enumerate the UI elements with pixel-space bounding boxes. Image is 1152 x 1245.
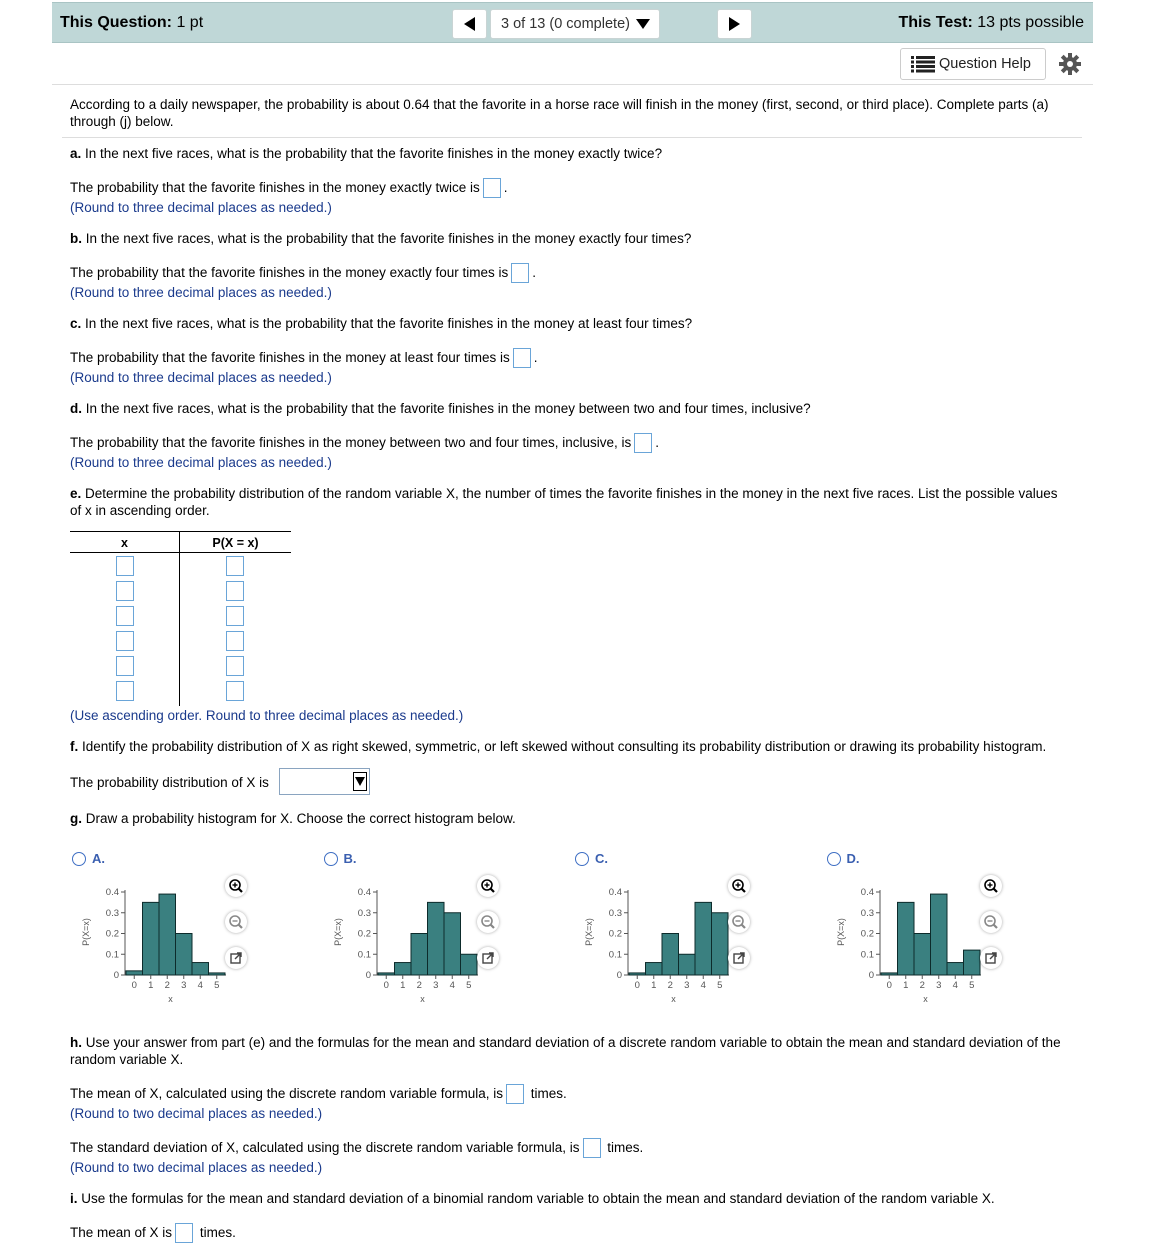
y-tick-label: 0.1 <box>608 949 622 961</box>
zoom-in-icon[interactable] <box>980 875 1002 897</box>
histogram-bar <box>192 963 209 975</box>
y-tick-label: 0.4 <box>105 887 119 898</box>
y-tick-label: 0.4 <box>357 887 371 898</box>
x-tick-label: 2 <box>416 980 422 991</box>
chevron-down-icon <box>355 777 365 786</box>
part-a-hint: (Round to three decimal places as needed.) <box>70 200 332 215</box>
zoom-in-icon[interactable] <box>728 875 750 897</box>
x-value-input[interactable] <box>116 631 134 651</box>
x-tick-label: 1 <box>902 980 908 991</box>
y-tick-label: 0 <box>113 970 119 981</box>
part-a-answer: The probability that the favorite finishes in the money exactly twice is . <box>70 178 507 198</box>
x-tick-label: 0 <box>383 980 389 991</box>
x-tick-label: 2 <box>667 980 673 991</box>
x-tick-label: 4 <box>197 980 203 991</box>
part-i-mean-input[interactable] <box>175 1223 193 1243</box>
x-tick-label: 0 <box>634 980 640 991</box>
part-c-hint: (Round to three decimal places as needed.) <box>70 370 332 385</box>
part-b-answer: The probability that the favorite finishes in the money exactly four times is . <box>70 263 536 283</box>
histogram-bar <box>646 963 663 975</box>
chevron-down-icon <box>636 19 650 29</box>
x-tick-label: 3 <box>935 980 941 991</box>
y-tick-label: 0 <box>868 970 874 981</box>
question-select[interactable]: 3 of 13 (0 complete) <box>490 9 660 39</box>
option-label: D. <box>846 851 860 866</box>
histogram-bar <box>930 894 947 975</box>
dropdown-arrow <box>353 772 367 791</box>
y-tick-label: 0.3 <box>608 907 622 919</box>
histogram-bar <box>411 934 428 976</box>
divider <box>62 137 1082 138</box>
part-c-answer: The probability that the favorite finishes in the money at least four times is . <box>70 348 538 368</box>
option-radio[interactable] <box>324 852 338 866</box>
part-b-input[interactable] <box>511 263 529 283</box>
table-header-x: x <box>121 536 128 550</box>
histogram-bar <box>209 973 226 975</box>
y-tick-label: 0.2 <box>105 928 119 940</box>
y-tick-label: 0.3 <box>105 907 119 919</box>
part-b-question: b. In the next five races, what is the probability that the favorite finishes in the money exactly four times? <box>70 231 692 246</box>
x-axis-label: x <box>671 994 676 1004</box>
part-e-hint: (Use ascending order. Round to three decimal places as needed.) <box>70 708 464 723</box>
triangle-right-icon <box>729 17 740 31</box>
x-value-input[interactable] <box>116 656 134 676</box>
probability-input[interactable] <box>226 581 244 601</box>
x-tick-label: 4 <box>952 980 958 991</box>
x-tick-label: 5 <box>465 980 471 991</box>
histogram-bar <box>629 973 646 975</box>
table-column-rule <box>179 531 180 706</box>
x-tick-label: 2 <box>919 980 925 991</box>
histogram-bar <box>897 902 914 975</box>
open-new-window-icon[interactable] <box>225 947 247 969</box>
histogram-bar <box>427 902 444 975</box>
y-tick-label: 0.1 <box>357 949 371 961</box>
histogram-bar <box>460 954 477 975</box>
list-icon <box>911 55 935 73</box>
y-axis-label: P(X=x) <box>81 918 91 946</box>
x-axis-label: x <box>419 994 425 1004</box>
x-tick-label: 4 <box>700 980 706 991</box>
y-tick-label: 0 <box>616 970 622 981</box>
x-value-input[interactable] <box>116 606 134 626</box>
histogram-bar <box>126 971 143 975</box>
histogram-chart <box>580 880 730 1010</box>
probability-input[interactable] <box>226 656 244 676</box>
histogram-chart <box>832 880 982 1010</box>
histogram-bar <box>881 973 898 975</box>
y-tick-label: 0.4 <box>608 887 622 898</box>
histogram-bar <box>444 913 461 975</box>
histogram-bar <box>695 902 712 975</box>
table-header-p: P(X = x) <box>212 536 259 550</box>
part-h-sd-answer: The standard deviation of X, calculated using the discrete random variable formula, is times. <box>70 1138 643 1158</box>
histogram-chart <box>77 880 227 1010</box>
intro-text: According to a daily newspaper, the probability is about 0.64 that the favorite in a horse race will finish in the money (first, second, or third place). Complete parts (a) through (j) below. <box>70 97 1049 129</box>
part-h-question: h. Use your answer from part (e) and the formulas for the mean and standard deviation of a discrete random variable to obtain the mean and standard deviation of the random variable X. <box>70 1035 1061 1067</box>
next-question-button[interactable] <box>717 9 752 39</box>
test-points: This Test: 13 pts possible <box>898 14 1084 31</box>
open-new-window-icon[interactable] <box>477 947 499 969</box>
x-value-input[interactable] <box>116 681 134 701</box>
option-radio[interactable] <box>827 852 841 866</box>
zoom-out-icon[interactable] <box>477 911 499 933</box>
option-radio[interactable] <box>575 852 589 866</box>
x-tick-label: 2 <box>164 980 170 991</box>
part-f-question: f. Identify the probability distribution of X as right skewed, symmetric, or left skewed without consulting its probability distribution or drawing its probability histogram. <box>70 739 1047 754</box>
histogram-bar <box>963 950 980 975</box>
histogram-chart <box>329 880 479 1010</box>
y-tick-label: 0.2 <box>357 928 371 940</box>
y-tick-label: 0.2 <box>608 928 622 940</box>
x-tick-label: 1 <box>399 980 405 991</box>
y-tick-label: 0.2 <box>860 928 874 940</box>
y-axis-label: P(X=x) <box>835 918 846 946</box>
zoom-out-icon[interactable] <box>225 911 247 933</box>
part-d-hint: (Round to three decimal places as needed.) <box>70 455 332 470</box>
option-label: C. <box>595 851 608 866</box>
x-tick-label: 5 <box>968 980 974 991</box>
zoom-in-icon[interactable] <box>477 875 499 897</box>
x-tick-label: 3 <box>181 980 187 991</box>
y-tick-label: 0.4 <box>860 887 874 898</box>
probability-input[interactable] <box>226 606 244 626</box>
x-tick-label: 1 <box>148 980 154 991</box>
histogram-bar <box>378 973 395 975</box>
x-axis-label: x <box>922 994 928 1004</box>
question-help-button[interactable]: Question Help <box>900 48 1046 80</box>
y-tick-label: 0.3 <box>860 907 874 919</box>
previous-question-button[interactable] <box>452 9 487 39</box>
triangle-left-icon <box>464 17 475 31</box>
part-i-mean-answer: The mean of X is times. <box>70 1223 236 1243</box>
x-tick-label: 5 <box>717 980 723 991</box>
x-tick-label: 0 <box>131 980 137 991</box>
question-points: This Question: 1 pt <box>60 14 204 31</box>
x-tick-label: 3 <box>684 980 690 991</box>
x-value-input[interactable] <box>116 556 134 576</box>
histogram-bar <box>914 934 931 976</box>
part-h-mean-answer: The mean of X, calculated using the discrete random variable formula, is times. <box>70 1084 567 1104</box>
x-tick-label: 1 <box>651 980 657 991</box>
zoom-in-icon[interactable] <box>225 875 247 897</box>
part-c-input[interactable] <box>513 348 531 368</box>
part-h-sd-input[interactable] <box>583 1138 601 1158</box>
open-new-window-icon[interactable] <box>728 947 750 969</box>
part-b-hint: (Round to three decimal places as needed.) <box>70 285 332 300</box>
option-label: B. <box>343 851 357 866</box>
part-h-mean-input[interactable] <box>506 1084 524 1104</box>
part-g-question: g. Draw a probability histogram for X. Choose the correct histogram below. <box>70 811 516 826</box>
y-tick-label: 0 <box>365 970 371 981</box>
y-axis-label: P(X=x) <box>584 918 594 946</box>
question-header-bar <box>52 2 1093 43</box>
y-axis-label: P(X=x) <box>332 918 343 946</box>
x-tick-label: 3 <box>432 980 438 991</box>
y-tick-label: 0.1 <box>105 949 119 961</box>
option-label: A. <box>92 851 105 866</box>
histogram-bar <box>159 894 176 975</box>
part-d-input[interactable] <box>634 433 652 453</box>
part-c-question: c. In the next five races, what is the probability that the favorite finishes in the money at least four times? <box>70 316 693 331</box>
skew-dropdown[interactable] <box>279 768 370 795</box>
probability-input[interactable] <box>226 631 244 651</box>
probability-input[interactable] <box>226 556 244 576</box>
x-tick-label: 4 <box>449 980 455 991</box>
part-a-input[interactable] <box>483 178 501 198</box>
x-axis-label: x <box>168 994 173 1004</box>
part-d-question: d. In the next five races, what is the probability that the favorite finishes in the money between two and four times, inclusive? <box>70 401 811 416</box>
zoom-out-icon[interactable] <box>980 911 1002 933</box>
part-f-answer: The probability distribution of X is <box>70 775 269 790</box>
histogram-bar <box>679 954 696 975</box>
part-e-question: e. Determine the probability distribution of the random variable X, the number of times the favorite finishes in the money in the next five races. List the possible values of x in ascending order. <box>70 486 1058 518</box>
part-h-sd-hint: (Round to two decimal places as needed.) <box>70 1160 323 1175</box>
table-header-rule <box>70 552 291 553</box>
histogram-bar <box>176 934 193 976</box>
x-value-input[interactable] <box>116 581 134 601</box>
histogram-bar <box>662 934 679 976</box>
table-top-rule <box>70 531 291 532</box>
open-new-window-icon[interactable] <box>980 947 1002 969</box>
y-tick-label: 0.1 <box>860 949 874 961</box>
part-d-answer: The probability that the favorite finishes in the money between two and four times, inclusive, is . <box>70 433 659 453</box>
gear-icon[interactable] <box>1058 52 1082 76</box>
divider <box>52 84 1093 85</box>
x-tick-label: 5 <box>214 980 220 991</box>
histogram-bar <box>947 963 964 975</box>
y-tick-label: 0.3 <box>357 907 371 919</box>
zoom-out-icon[interactable] <box>728 911 750 933</box>
histogram-bar <box>712 913 729 975</box>
part-i-question: i. Use the formulas for the mean and standard deviation of a binomial random variable to obtain the mean and standard deviation of the random variable X. <box>70 1191 995 1206</box>
part-h-mean-hint: (Round to two decimal places as needed.) <box>70 1106 323 1121</box>
part-a-question: a. In the next five races, what is the probability that the favorite finishes in the money exactly twice? <box>70 146 663 161</box>
option-radio[interactable] <box>72 852 86 866</box>
x-tick-label: 0 <box>886 980 892 991</box>
histogram-bar <box>394 963 411 975</box>
probability-input[interactable] <box>226 681 244 701</box>
histogram-bar <box>143 902 160 975</box>
